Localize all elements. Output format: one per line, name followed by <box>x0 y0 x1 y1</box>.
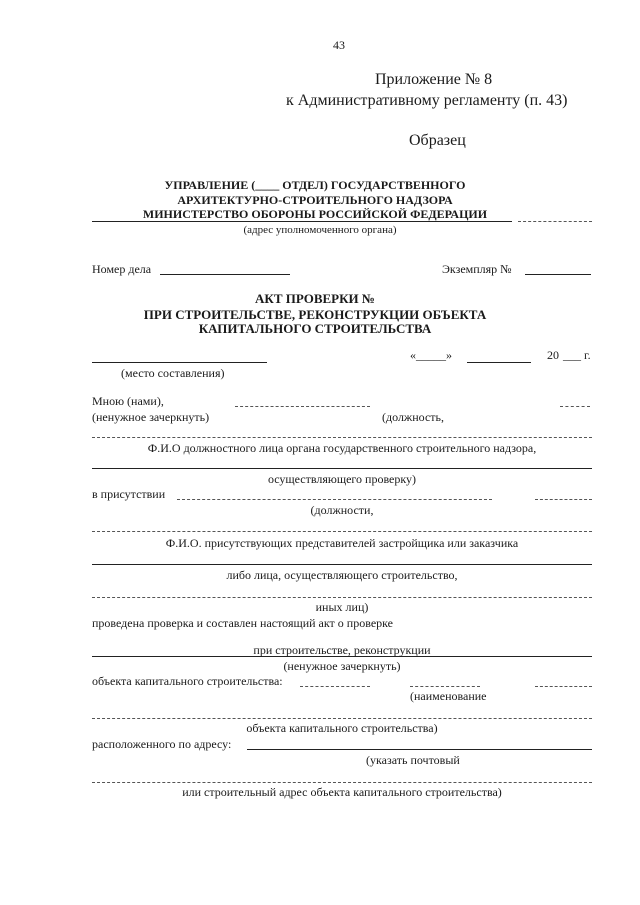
copy-number-label: Экземпляр № <box>442 262 512 276</box>
other-persons-caption: иных лиц) <box>315 600 369 614</box>
authority-underline <box>92 221 512 222</box>
object-name-field[interactable] <box>92 718 592 719</box>
in-presence-field[interactable] <box>177 499 492 500</box>
object-caption: объекта капитального строительства) <box>246 721 438 735</box>
place-caption: (место составления) <box>121 366 225 380</box>
copy-number-field[interactable] <box>525 274 591 275</box>
authority-line-2: АРХИТЕКТУРНО-СТРОИТЕЛЬНОГО НАДЗОРА <box>177 193 453 207</box>
date-month-field[interactable] <box>467 362 531 363</box>
strike-hint-2: (ненужное зачеркнуть) <box>283 659 401 673</box>
object-field-3[interactable] <box>535 686 592 687</box>
builder-field[interactable] <box>92 564 592 565</box>
authority-line-1: УПРАВЛЕНИЕ (____ ОТДЕЛ) ГОСУДАРСТВЕННОГО <box>164 178 466 192</box>
address-field[interactable] <box>247 749 592 750</box>
position-caption-2: (должности, <box>310 503 374 517</box>
place-field[interactable] <box>92 362 267 363</box>
official-fio-field-2[interactable] <box>92 468 592 469</box>
other-persons-field[interactable] <box>92 597 592 598</box>
performing-check-caption: осуществляющего проверку) <box>267 472 417 486</box>
date-year-suffix: ___ г. <box>563 348 591 362</box>
object-label: объекта капитального строительства: <box>92 674 283 688</box>
appendix-number: Приложение № 8 <box>375 71 493 88</box>
name-caption: (наименование <box>410 689 487 703</box>
by-me-field[interactable] <box>235 406 370 407</box>
official-fio-field[interactable] <box>92 437 592 438</box>
in-presence-field-end[interactable] <box>535 499 592 500</box>
act-title-line-1: АКТ ПРОВЕРКИ № <box>255 291 375 306</box>
sample-label: Образец <box>409 132 466 149</box>
case-number-field[interactable] <box>160 274 290 275</box>
postal-caption: (указать почтовый <box>366 753 460 767</box>
act-title-line-2: ПРИ СТРОИТЕЛЬСТВЕ, РЕКОНСТРУКЦИИ ОБЪЕКТА <box>143 307 487 322</box>
appendix-reference: к Административному регламенту (п. 43) <box>286 92 568 109</box>
by-me-field-end[interactable] <box>560 406 590 407</box>
address-label: расположенного по адресу: <box>92 737 232 751</box>
object-field-2[interactable] <box>410 686 480 687</box>
construction-type-text: при строительстве, реконструкции <box>253 643 431 657</box>
builder-caption: либо лица, осуществляющего строительство, <box>226 568 458 582</box>
case-number-label: Номер дела <box>92 262 152 276</box>
position-caption-1: (должность, <box>382 410 444 424</box>
strike-hint-1: (ненужное зачеркнуть) <box>92 410 210 424</box>
date-year-prefix: 20 <box>547 348 559 362</box>
address-caption: или строительный адрес объекта капитального строительства) <box>182 785 502 799</box>
page-number: 43 <box>333 38 345 52</box>
authority-line-3: МИНИСТЕРСТВО ОБОРОНЫ РОССИЙСКОЙ ФЕДЕРАЦИИ <box>142 207 488 221</box>
representatives-field[interactable] <box>92 531 592 532</box>
official-fio-caption: Ф.И.О должностного лица органа государственного строительного надзора, <box>147 441 537 455</box>
address-field-2[interactable] <box>92 782 592 783</box>
check-done-text: проведена проверка и составлен настоящий акт о проверке <box>92 616 393 630</box>
object-field[interactable] <box>300 686 370 687</box>
in-presence-label: в присутствии <box>92 487 166 501</box>
act-title-line-3: КАПИТАЛЬНОГО СТРОИТЕЛЬСТВА <box>198 321 432 336</box>
by-me-label: Мною (нами), <box>92 394 164 408</box>
date-day: «_____» <box>410 348 452 362</box>
authority-address-caption: (адрес уполномоченного органа) <box>243 224 397 236</box>
authority-underline-dash <box>518 221 592 222</box>
representatives-caption: Ф.И.О. присутствующих представителей застройщика или заказчика <box>165 536 519 550</box>
